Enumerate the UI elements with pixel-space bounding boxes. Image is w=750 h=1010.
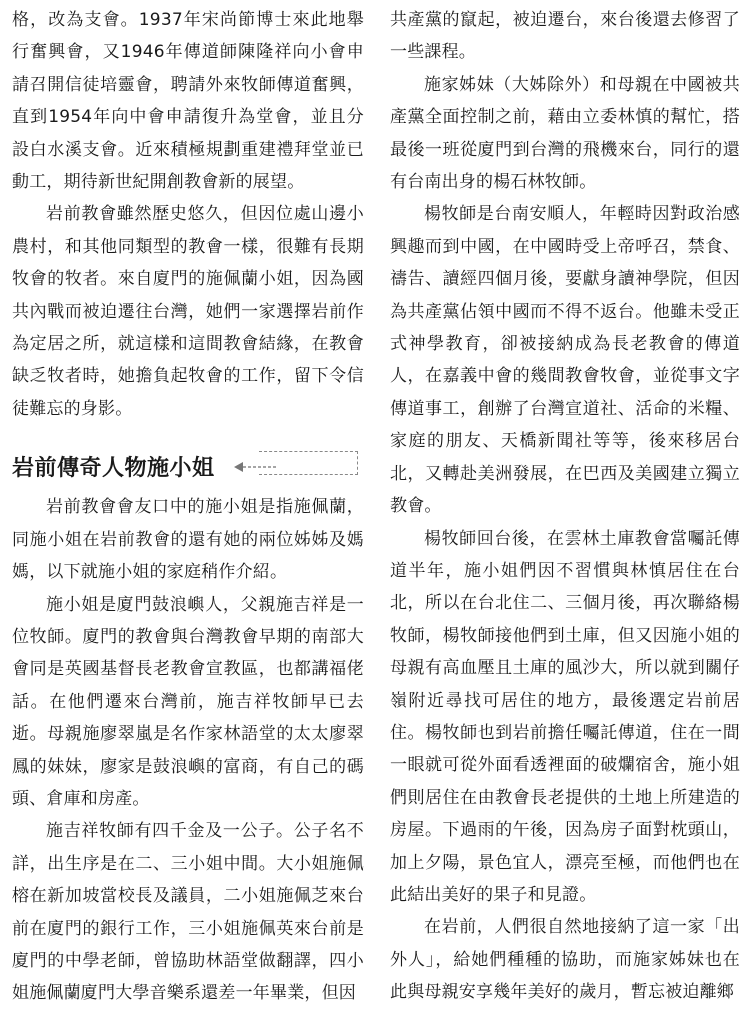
paragraph: 施小姐是廈門鼓浪嶼人，父親施吉祥是一位牧師。廈門的教會與台灣教會早期的南部大會同是英國基督長老教會宣教區，也都講福佬話。在他們遷來台灣前，施吉祥牧師早已去逝。母親施廖翠嵐是名作家林語堂的太太廖翠鳳的妹妹，廖家是鼓浪嶼的富商，有自己的碼頭、倉庫和房產。 xyxy=(12,594,364,809)
section-heading-block xyxy=(12,447,364,491)
heading-decoration xyxy=(259,451,358,475)
paragraph: 岩前教會會友口中的施小姐是指施佩蘭，同施小姐在岩前教會的還有她的兩位姊姊及媽媽，以下就施小姐的家庭稍作介紹。 xyxy=(12,497,364,583)
paragraph: 在岩前，人們很自然地接納了這一家「出外人」，給她們種種的協助，而施家姊妹也在此與母親安享幾年美好的歲月，暫忘被迫離鄉 xyxy=(390,917,740,1003)
right-column xyxy=(390,4,740,1009)
paragraph: 岩前教會雖然歷史悠久，但因位處山邊小農村，和其他同類型的教會一樣，很難有長期牧會的牧者。來自廈門的施佩蘭小姐，因為國共內戰而被迫遷往台灣，她們一家選擇岩前作為定居之所，就這樣和這間教會結緣，在教會缺乏牧者時，她擔負起牧會的工作，留下令信徒難忘的身影。 xyxy=(12,204,364,419)
section-heading: 岩前傳奇人物施小姐 xyxy=(12,456,215,482)
paragraph: 楊牧師是台南安順人，年輕時因對政治感興趣而到中國，在中國時受上帝呼召，禁食、禱告、讀經四個月後，要獻身讀神學院，但因為共產黨佔領中國而不得不返台。他雖未受正式神學教育，卻被接納成為長老教會的傳道人，在嘉義中會的幾間教會牧會，並從事文字傳道事工，創辦了台灣宣道社、活命的米糧、家庭的朋友、天橋新聞社等等，後來移居台北，又轉赴美洲發展，在巴西及美國建立獨立教會。 xyxy=(390,204,740,517)
paragraph: 格，改為支會。1937年宋尚節博士來此地舉行奮興會，又1946年傳道師陳隆祥向小會申請召開信徒培靈會，聘請外來牧師傳道奮興，直到1954年向中會申請復升為堂會，並且分設白水溪支會。近來積極規劃重建禮拜堂並已動工，期待新世紀開創教會新的展望。 xyxy=(12,10,364,193)
paragraph: 楊牧師回台後，在雲林土庫教會當囑託傳道半年，施小姐們因不習慣與林慎居住在台北，所以在台北住二、三個月後，再次聯絡楊牧師，楊牧師接他們到土庫，但又因施小姐的母親有高血壓且土庫的風沙大，所以就到關仔嶺附近尋找可居住的地方，最後選定岩前居住。楊牧師也到岩前擔任囑託傳道，住在一間一眼就可從外面看透裡面的破爛宿舍，施小姐們則居住在由教會長老提供的土地上所建造的房屋。下過雨的午後，因為房子面對枕頭山，加上夕陽，景色宜人，漂亮至極，而他們也在此結出美好的果子和見證。 xyxy=(390,528,740,905)
paragraph: 施吉祥牧師有四千金及一公子。公子名不詳，出生序是在二、三小姐中間。大小姐施佩榕在新加坡當校長及議員，二小姐施佩芝來台前在廈門的銀行工作，三小姐施佩英來台前是廈門的中學老師，曾協助林語堂做翻譯，四小姐施佩蘭廈門大學音樂系還差一年畢業，但因 xyxy=(12,821,364,1004)
left-column xyxy=(12,4,364,1010)
paragraph: 共產黨的竄起，被迫遷台，來台後還去修習了一些課程。 xyxy=(390,10,740,63)
paragraph: 施家姊妹（大姊除外）和母親在中國被共產黨全面控制之前，藉由立委林慎的幫忙，搭最後一班從廈門到台灣的飛機來台，同行的還有台南出身的楊石林牧師。 xyxy=(390,74,740,193)
